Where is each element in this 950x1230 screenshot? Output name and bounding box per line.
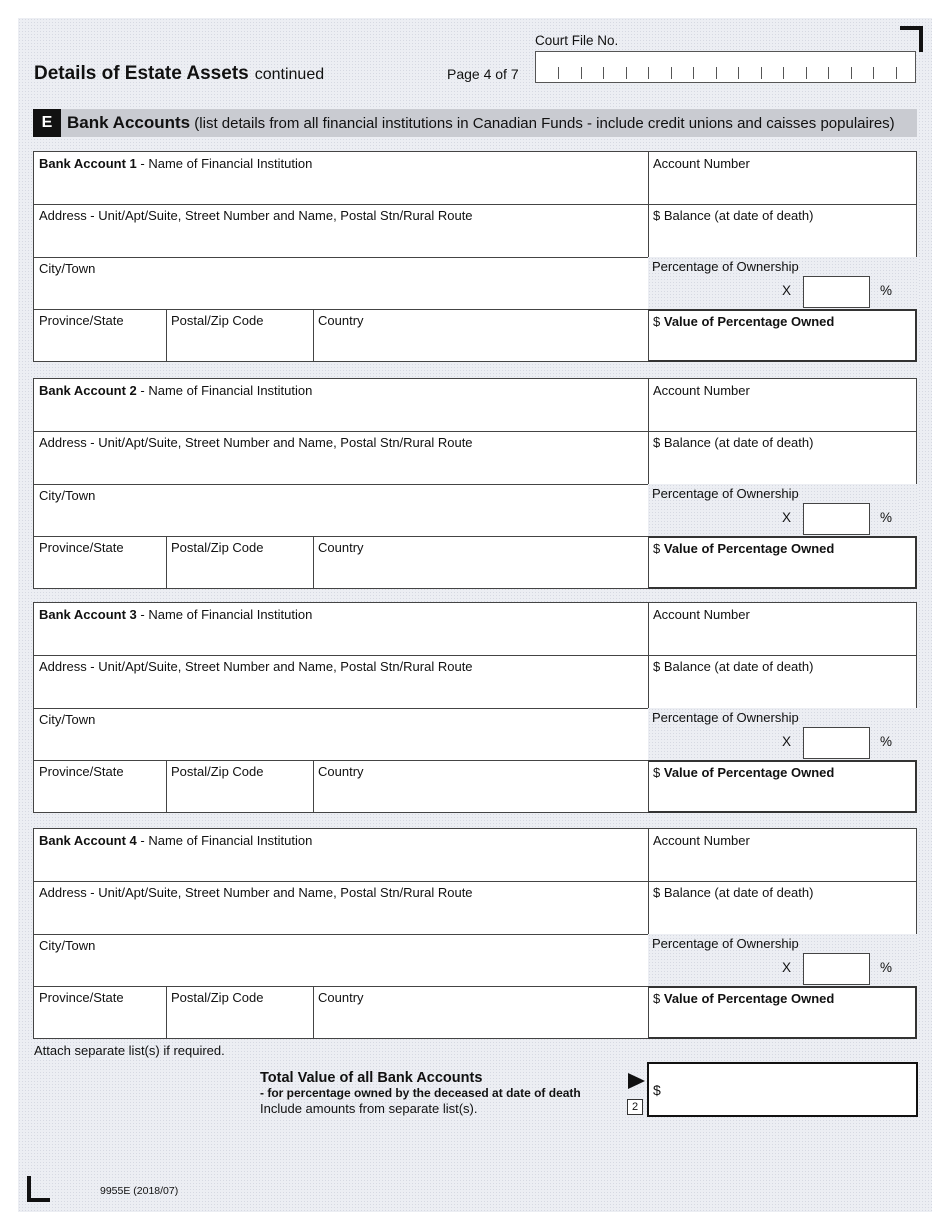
account-label: Bank Account 3 — [39, 607, 137, 622]
total-value-input[interactable] — [647, 1062, 918, 1117]
percent-sign: % — [880, 960, 893, 975]
address-field[interactable] — [34, 431, 648, 484]
percentage-ownership-area — [648, 484, 917, 536]
value-owned-caption — [649, 988, 834, 1006]
arrow-right-icon — [628, 1073, 645, 1089]
form-number: 9955E (2018/07) — [100, 1185, 179, 1197]
province-label: Province/State — [39, 540, 124, 555]
percentage-input[interactable] — [803, 727, 870, 759]
value-owned-field[interactable] — [648, 536, 917, 589]
value-prefix: $ — [653, 765, 661, 780]
times-sign: X — [782, 510, 792, 525]
institution-field[interactable] — [34, 829, 648, 881]
percentage-label: Percentage of Ownership — [652, 936, 799, 951]
court-file-tick — [738, 67, 739, 79]
account-label: Bank Account 2 — [39, 383, 137, 398]
court-file-tick — [716, 67, 717, 79]
value-owned-label: Value of Percentage Owned — [663, 541, 835, 556]
institution-field[interactable] — [34, 379, 648, 431]
percentage-ownership-area — [648, 934, 917, 986]
institution-label: - Name of Financial Institution — [140, 156, 313, 171]
section-title — [67, 113, 895, 133]
postal-code-field[interactable] — [166, 986, 313, 1038]
province-label: Province/State — [39, 313, 124, 328]
court-file-label: Court File No. — [535, 33, 619, 48]
times-sign: X — [782, 283, 792, 298]
country-label: Country — [318, 764, 364, 779]
province-field[interactable] — [34, 309, 166, 361]
balance-field[interactable] — [648, 655, 916, 708]
institution-label: - Name of Financial Institution — [140, 383, 313, 398]
section-letter: E — [33, 109, 61, 137]
percentage-label: Percentage of Ownership — [652, 486, 799, 501]
percentage-input[interactable] — [803, 276, 870, 308]
value-prefix: $ — [653, 991, 661, 1006]
registration-mark-top-right — [900, 26, 923, 52]
account-number-field[interactable] — [648, 603, 916, 655]
account-number-label: Account Number — [653, 607, 750, 622]
court-file-tick — [851, 67, 852, 79]
value-owned-caption — [649, 762, 834, 780]
court-file-tick — [558, 67, 559, 79]
city-label: City/Town — [39, 261, 96, 276]
postal-code-field[interactable] — [166, 536, 313, 588]
value-owned-label: Value of Percentage Owned — [663, 314, 835, 329]
value-owned-field[interactable] — [648, 760, 917, 813]
value-owned-caption — [649, 311, 834, 329]
bank-account-4 — [33, 828, 917, 1039]
court-file-tick — [671, 67, 672, 79]
postal-code-field[interactable] — [166, 309, 313, 361]
postal-code-label: Postal/Zip Code — [171, 764, 264, 779]
city-label: City/Town — [39, 938, 96, 953]
account-number-label: Account Number — [653, 383, 750, 398]
balance-label: $ Balance (at date of death) — [653, 659, 814, 674]
page-indicator: Page 4 of 7 — [447, 66, 519, 82]
bank-account-1 — [33, 151, 917, 362]
value-owned-caption — [649, 538, 834, 556]
address-label: Address - Unit/Apt/Suite, Street Number and Name, Postal Stn/Rural Route — [39, 659, 473, 674]
province-field[interactable] — [34, 760, 166, 812]
court-file-tick — [783, 67, 784, 79]
city-field[interactable] — [34, 934, 648, 986]
attach-note: Attach separate list(s) if required. — [34, 1043, 225, 1058]
country-field[interactable] — [313, 760, 648, 812]
balance-label: $ Balance (at date of death) — [653, 435, 814, 450]
court-file-tick — [581, 67, 582, 79]
city-field[interactable] — [34, 708, 648, 760]
value-owned-field[interactable] — [648, 309, 917, 362]
city-field[interactable] — [34, 484, 648, 536]
province-label: Province/State — [39, 764, 124, 779]
court-file-tick — [626, 67, 627, 79]
country-label: Country — [318, 313, 364, 328]
times-sign: X — [782, 734, 792, 749]
value-owned-field[interactable] — [648, 986, 917, 1039]
value-prefix: $ — [653, 314, 661, 329]
address-field[interactable] — [34, 655, 648, 708]
value-owned-label: Value of Percentage Owned — [663, 991, 835, 1006]
percentage-input[interactable] — [803, 953, 870, 985]
postal-code-label: Postal/Zip Code — [171, 313, 264, 328]
court-file-input[interactable] — [535, 51, 916, 83]
page-title — [34, 63, 324, 85]
address-label: Address - Unit/Apt/Suite, Street Number and Name, Postal Stn/Rural Route — [39, 208, 473, 223]
account-number-label: Account Number — [653, 833, 750, 848]
balance-field[interactable] — [648, 204, 916, 257]
institution-field[interactable] — [34, 152, 648, 204]
balance-field[interactable] — [648, 881, 916, 934]
address-field[interactable] — [34, 204, 648, 257]
percent-sign: % — [880, 283, 893, 298]
postal-code-label: Postal/Zip Code — [171, 990, 264, 1005]
country-field[interactable] — [313, 986, 648, 1038]
province-field[interactable] — [34, 986, 166, 1038]
total-include-note: Include amounts from separate list(s). — [260, 1101, 478, 1116]
address-field[interactable] — [34, 881, 648, 934]
account-number-field[interactable] — [648, 829, 916, 881]
court-file-tick — [896, 67, 897, 79]
bank-account-2 — [33, 378, 917, 589]
percent-sign: % — [880, 734, 893, 749]
percentage-ownership-area — [648, 708, 917, 760]
address-label: Address - Unit/Apt/Suite, Street Number and Name, Postal Stn/Rural Route — [39, 435, 473, 450]
country-field[interactable] — [313, 309, 648, 361]
balance-field[interactable] — [648, 431, 916, 484]
court-file-tick — [806, 67, 807, 79]
total-title: Total Value of all Bank Accounts — [260, 1070, 483, 1086]
section-title-bold: Bank Accounts — [67, 113, 191, 132]
court-file-tick — [648, 67, 649, 79]
percentage-ownership-area — [648, 257, 917, 309]
postal-code-label: Postal/Zip Code — [171, 540, 264, 555]
account-number-field[interactable] — [648, 152, 916, 204]
country-label: Country — [318, 990, 364, 1005]
court-file-tick — [873, 67, 874, 79]
balance-label: $ Balance (at date of death) — [653, 885, 814, 900]
country-label: Country — [318, 540, 364, 555]
percentage-label: Percentage of Ownership — [652, 710, 799, 725]
country-field[interactable] — [313, 536, 648, 588]
bank-account-3 — [33, 602, 917, 813]
account-number-label: Account Number — [653, 156, 750, 171]
total-subtitle: - for percentage owned by the deceased at date of death — [260, 1086, 581, 1100]
title-suffix: continued — [254, 66, 325, 83]
court-file-tick — [761, 67, 762, 79]
percentage-input[interactable] — [803, 503, 870, 535]
account-label: Bank Account 1 — [39, 156, 137, 171]
postal-code-field[interactable] — [166, 760, 313, 812]
institution-field[interactable] — [34, 603, 648, 655]
institution-label: - Name of Financial Institution — [140, 607, 313, 622]
court-file-tick — [693, 67, 694, 79]
total-currency: $ — [653, 1082, 661, 1098]
percent-sign: % — [880, 510, 893, 525]
account-number-field[interactable] — [648, 379, 916, 431]
times-sign: X — [782, 960, 792, 975]
institution-label: - Name of Financial Institution — [140, 833, 313, 848]
city-label: City/Town — [39, 712, 96, 727]
province-field[interactable] — [34, 536, 166, 588]
city-field[interactable] — [34, 257, 648, 309]
title-text: Details of Estate Assets — [34, 63, 249, 84]
address-label: Address - Unit/Apt/Suite, Street Number and Name, Postal Stn/Rural Route — [39, 885, 473, 900]
court-file-tick — [828, 67, 829, 79]
city-label: City/Town — [39, 488, 96, 503]
section-description: (list details from all financial institutions in Canadian Funds - include credit unions and caisses populaires) — [194, 115, 895, 132]
province-label: Province/State — [39, 990, 124, 1005]
court-file-tick — [603, 67, 604, 79]
value-prefix: $ — [653, 541, 661, 556]
registration-mark-bottom-left — [27, 1176, 50, 1202]
percentage-label: Percentage of Ownership — [652, 259, 799, 274]
balance-label: $ Balance (at date of death) — [653, 208, 814, 223]
section-header — [33, 109, 917, 137]
reference-number: 2 — [627, 1099, 643, 1115]
account-label: Bank Account 4 — [39, 833, 137, 848]
value-owned-label: Value of Percentage Owned — [663, 765, 835, 780]
